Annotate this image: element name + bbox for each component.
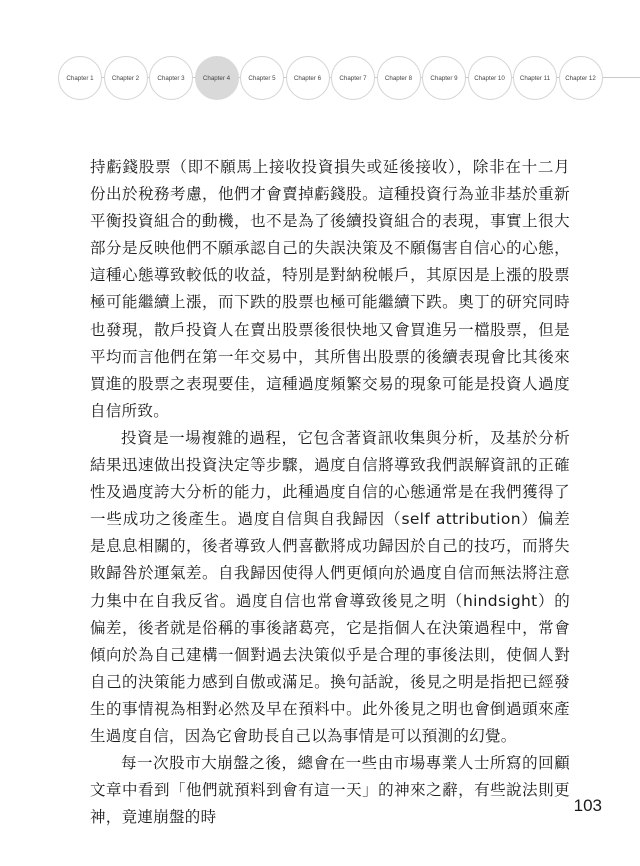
chapter-tab-9[interactable]: Chapter 9 (422, 56, 466, 100)
chapter-tab-11[interactable]: Chapter 11 (513, 56, 557, 100)
chapter-tab-3[interactable]: Chapter 3 (149, 56, 193, 100)
chapter-tab-1[interactable]: Chapter 1 (58, 56, 102, 100)
paragraph-overconfidence: 投資是一場複雜的過程，它包含著資訊收集與分析，及基於分析結果迅速做出投資決定等步驟，過度自信將導致我們誤解資訊的正確性及過度誇大分析的能力，此種過度自信的心態通常是在我們獲得了一些成功之後產生。過度自信與自我歸因（self attribution）偏差是息息相關的，後者導致人們喜歡將成功歸因於自己的技巧，而將失敗歸咎於運氣差。自我歸因使得人們更傾向於過度自信而無法將注意力集中在自我反省。過度自信也常會導致後見之明（hindsight）的偏差，後者就是俗稱的事後諸葛亮，它是指個人在決策過程中，常會傾向於為自己建構一個對過去決策似乎是合理的事後法則，使個人對自己的決策能力感到自傲或滿足。換句話說，後見之明是指把已經發生的事情視為相對必然及早在預料中。此外後見之明也會倒過頭來產生過度自信，因為它會助長自己以為事情是可以預測的幻覺。 (90, 428, 570, 745)
chapter-tab-10[interactable]: Chapter 10 (468, 56, 512, 100)
chapter-tab-6[interactable]: Chapter 6 (286, 56, 330, 100)
chapter-tab-5[interactable]: Chapter 5 (240, 56, 284, 100)
chapter-tab-2[interactable]: Chapter 2 (104, 56, 148, 100)
chapter-tab-8[interactable]: Chapter 8 (377, 56, 421, 100)
chapter-tab-7[interactable]: Chapter 7 (331, 56, 375, 100)
chapter-tab-12[interactable]: Chapter 12 (559, 56, 603, 100)
paragraph-continued: 持虧錢股票（即不願馬上接收投資損失或延後接收），除非在十二月份出於稅務考慮，他們才會賣掉虧錢股。這種投資行為並非基於重新平衡投資組合的動機，也不是為了後續投資組合的表現，事實上很大部分是反映他們不願承認自己的失誤決策及不願傷害自信心的心態，這種心態導致較低的收益，特別是對納稅帳戶，其原因是上漲的股票極可能繼續上漲，而下跌的股票也極可能繼續下跌。奧丁的研究同時也發現，散戶投資人在賣出股票後很快地又會買進另一檔股票，但是平均而言他們在第一年交易中，其所售出股票的後續表現會比其後來買進的股票之表現要佳，這種過度頻繁交易的現象可能是投資人過度自信所致。 (90, 158, 570, 420)
page-number: 103 (573, 796, 602, 815)
chapter-tab-4-active[interactable]: Chapter 4 (195, 56, 239, 100)
paragraph-market-crash: 每一次股市大崩盤之後，總會在一些由市場專業人士所寫的回顧文章中看到「他們就預料到會有這一天」的神來之辭，有些說法則更神，竟連崩盤的時 (90, 754, 570, 827)
body-text (90, 154, 570, 831)
chapter-navigation (58, 56, 640, 100)
